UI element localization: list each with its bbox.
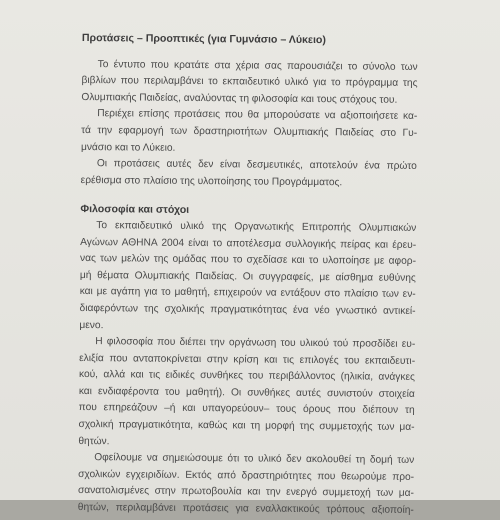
section-body-philosophy — [78, 218, 417, 520]
section-heading-philosophy: Φιλοσοφία και στόχοι — [80, 203, 190, 217]
page-text — [78, 30, 418, 520]
text-line: και ενδιαφέροντα του μαθητή). Οι συνθήκες αυτές συνιστούν στοιχεία — [78, 385, 415, 400]
text-line: μνάσιο και το Λύκειο. — [80, 141, 176, 154]
text-line: κού, αλλά και τις ειδικές συνθήκες του περιβάλλοντος (ηλικία, ανάγκες — [78, 369, 416, 384]
text-line: ερέθισμα στο πλαίσιο της υλοποίησης του Προγράμματος. — [80, 174, 343, 189]
text-line: ελιξία που ανταποκρίνεται στην κρίση και τις επιλογές του εκπαιδευτι- — [79, 352, 416, 367]
text-line: Αγώνων ΑΘΗΝΑ 2004 είναι το αποτέλεσμα συλλογικής πείρας και έρευ- — [80, 236, 417, 251]
section-heading-proposals: Προτάσεις – Προοπτικές (για Γυμνάσιο – Λύκειο) — [81, 31, 326, 47]
text-line: τά την εφαρμογή των δραστηριοτήτων Ολυμπιακής Παιδείας στο Γυ- — [81, 124, 418, 139]
text-line: Περιέχει επίσης προτάσεις που θα μπορούσατε να αξιοποιήσετε κα- — [97, 108, 418, 123]
text-line: μενο. — [79, 319, 104, 331]
text-line: διαφερόντων της σχολικής πραγματικότητας ένα νέο γνωστικό αντικεί- — [79, 302, 416, 317]
text-line: Το έντυπο που κρατάτε στα χέρια σας παρουσιάζει το σύνολο των — [97, 58, 418, 73]
text-line: μή θέματα Ολυμπιακής Παιδείας. Οι συγγραφείς, με αίσθημα ευθύνης — [79, 269, 416, 284]
text-line: Οφείλουμε να σημειώσουμε ότι το υλικό δεν ακολουθεί τη δομή των — [94, 452, 415, 467]
text-line: που επηρεάζουν –ή και υπαγορεύουν– τους όρους που διέπουν τη — [78, 402, 415, 417]
text-line: νας των μελών της ομάδας που το σχεδίασε και το υλοποίησε με αφορ- — [79, 253, 417, 268]
text-line: θητών. — [78, 435, 110, 447]
text-line: Το εκπαιδευτικό υλικό της Οργανωτικής Επιτροπής Ολυμπιακών — [96, 220, 417, 234]
text-line: Οι προτάσεις αυτές δεν είναι δεσμευτικές, αποτελούν ένα πρώτο — [96, 158, 417, 173]
text-line: βιβλίων που περιλαμβάνει το εκπαιδευτικό υλικό για το πρόγραμμα της — [81, 75, 418, 90]
text-line: και με αγάπη για το μαθητή, επιχειρούν να εντάξουν στο πλαίσιο των εν- — [79, 286, 416, 301]
text-line: Η φιλοσοφία που διέπει την οργάνωση του υλικού τού προσδίδει ευ- — [95, 336, 416, 351]
text-line: Ολυμπιακής Παιδείας, αναλύοντας τη φιλοσοφία και τους στόχους του. — [81, 91, 398, 106]
text-line: σχολικών εγχειριδίων. Εκτός από δραστηριότητες που θεωρούμε προ- — [78, 468, 415, 483]
text-line: σανατολισμένες στην πρωτοβουλία και την ενεργό συμμετοχή των μα- — [77, 485, 415, 500]
section-body-proposals — [81, 57, 418, 193]
text-line: θητών, περιλαμβάνει προτάσεις για εναλλακτικούς τρόπους αξιοποίη- — [77, 502, 414, 516]
text-line: σχολική πραγματικότητα, καθώς και τη μορφή της συμμετοχής των μα- — [78, 419, 415, 433]
